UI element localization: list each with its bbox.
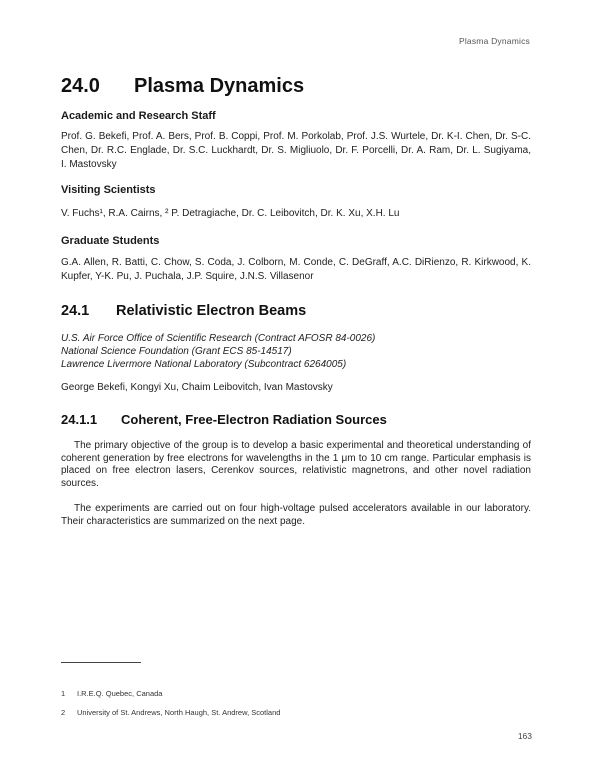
students-list: G.A. Allen, R. Batti, C. Chow, S. Coda, J. Colborn, M. Conde, C. DeGraff, A.C. DiRienzo, R. Kirkwood, K. Kupfer, Y-K. Pu, J. Puchala, J.P. Squire, J.N.S. Villasenor: [61, 257, 531, 282]
staff-heading: Academic and Research Staff: [61, 110, 216, 122]
running-head: Plasma Dynamics: [458, 36, 530, 46]
footnote-text: I.R.E.Q. Quebec, Canada: [77, 689, 163, 698]
subsection-title-text: Coherent, Free-Electron Radiation Sources: [121, 412, 387, 427]
footnote-mark: 1: [61, 689, 66, 698]
section-number: 24.1: [61, 303, 90, 319]
funding-line: U.S. Air Force Office of Scientific Research (Contract AFOSR 84-0026): [61, 333, 376, 344]
students-heading: Graduate Students: [61, 235, 160, 247]
subsection-number: 24.1.1: [61, 412, 98, 427]
footnote: [61, 689, 162, 698]
body-paragraph: The experiments are carried out on four high-voltage pulsed accelerators available in our laboratory. Their characteristics are summarized on the next page.: [61, 503, 531, 527]
chapter-title-text: Plasma Dynamics: [134, 75, 305, 97]
section-title: [61, 303, 306, 319]
authors-line: George Bekefi, Kongyi Xu, Chaim Leibovitch, Ivan Mastovsky: [61, 382, 333, 393]
page-number: 163: [517, 731, 532, 741]
staff-list: Prof. G. Bekefi, Prof. A. Bers, Prof. B. Coppi, Prof. M. Porkolab, Prof. J.S. Wurtele, Dr. K-I. Chen, Dr. S-C. Chen, Dr. R.C. Englade, Dr. S.C. Luckhardt, Dr. S. Migliuolo, Dr. F. Porcelli, Dr. A. Ram, Dr. L. Sugiyama, I. Mastovsky: [61, 131, 531, 170]
chapter-title: [61, 75, 304, 98]
footnote-text: University of St. Andrews, North Haugh, St. Andrew, Scotland: [77, 708, 281, 717]
funding-line: National Science Foundation (Grant ECS 85-14517): [61, 346, 292, 357]
chapter-number: 24.0: [61, 75, 100, 97]
body-paragraph: The primary objective of the group is to develop a basic experimental and theoretical understanding of coherent generation by free electrons for wavelengths in the 1 μm to 10 cm range. Particular emphasis is placed on free electron lasers, Cerenkov sources, relativistic magnetrons, and other novel radiation sources.: [61, 440, 531, 489]
footnote: [61, 708, 280, 717]
visiting-heading: Visiting Scientists: [61, 184, 156, 196]
section-title-text: Relativistic Electron Beams: [116, 303, 307, 319]
footnote-mark: 2: [61, 708, 66, 717]
subsection-title: [61, 412, 387, 427]
footnote-rule: [61, 662, 141, 663]
visiting-list: V. Fuchs¹, R.A. Cairns, ² P. Detragiache, Dr. C. Leibovitch, Dr. K. Xu, X.H. Lu: [61, 208, 400, 219]
funding-line: Lawrence Livermore National Laboratory (Subcontract 6264005): [61, 359, 347, 370]
